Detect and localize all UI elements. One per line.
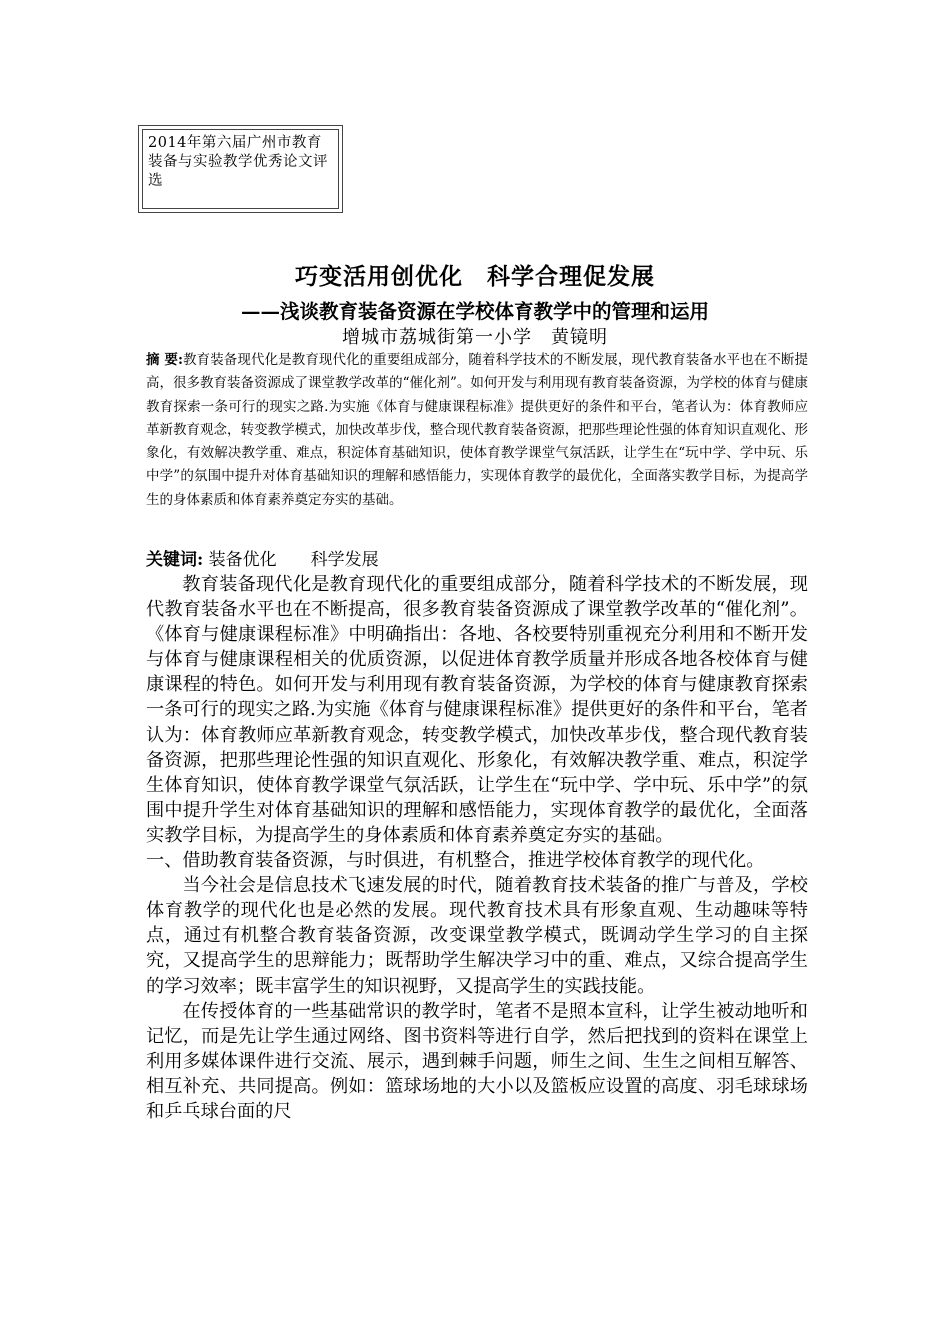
- contest-label-text: 2014年第六届广州市教育装备与实验教学优秀论文评选: [142, 129, 339, 209]
- page-title: 巧变活用创优化 科学合理促发展: [295, 263, 655, 290]
- abstract: [146, 349, 808, 512]
- contest-label-box: [138, 125, 343, 213]
- article-body: [146, 572, 808, 1124]
- abstract-text: 教育装备现代化是教育现代化的重要组成部分，随着科学技术的不断发展，现代教育装备水平也在不断提高，很多教育装备资源成了课堂教学改革的“催化剂”。如何开发与利用现有教育装备资源，为学校的体育与健康教育探索一条可行的现实之路.为实施《体育与健康课程标准》提供更好的条件和平台，笔者认为：体育教师应革新教育观念，转变教学模式，加快改革步伐，整合现代教育装备资源，把那些理论性强的体育知识直观化、形象化，有效解决教学重、难点，积淀体育基础知识，使体育教学课堂气氛活跃，让学生在“玩中学、学中玩、乐中学”的氛围中提升对体育基础知识的理解和感悟能力，实现体育教学的最优化，全面落实教学目标，为提高学生的身体素质和体育素养奠定夯实的基础。: [146, 352, 809, 508]
- author-line: 增城市荔城街第一小学 黄镜明: [342, 327, 608, 348]
- abstract-label: 摘 要:: [146, 352, 183, 368]
- keywords-text: 装备优化 科学发展: [203, 550, 379, 570]
- keywords-label: 关键词:: [146, 550, 204, 570]
- page-subtitle: ——浅谈教育装备资源在学校体育教学中的管理和运用: [240, 300, 709, 323]
- body-paragraph-3: 在传授体育的一些基础常识的教学时，笔者不是照本宣科，让学生被动地听和记忆，而是先让学生通过网络、图书资料等进行自学，然后把找到的资料在课堂上利用多媒体课件进行交流、展示，遇到棘手问题，师生之间、生生之间相互解答、相互补充、共同提高。例如：篮球场地的大小以及篮板应设置的高度、羽毛球球场和乒乓球台面的尺: [146, 1000, 808, 1122]
- section-heading-1: 一、借助教育装备资源，与时俱进，有机整合，推进学校体育教学的现代化。: [146, 850, 765, 872]
- keywords: [146, 548, 808, 572]
- body-paragraph-1: 教育装备现代化是教育现代化的重要组成部分，随着科学技术的不断发展，现代教育装备水平也在不断提高，很多教育装备资源成了课堂教学改革的“催化剂”。《体育与健康课程标准》中明确指出：各地、各校要特别重视充分利用和不断开发与体育与健康课程相关的优质资源，以促进体育教学质量并形成各地各校体育与健康课程的特色。如何开发与利用现有教育装备资源，为学校的体育与健康教育探索一条可行的现实之路.为实施《体育与健康课程标准》提供更好的条件和平台，笔者认为：体育教师应革新教育观念，转变教学模式，加快改革步伐，整合现代教育装备资源，把那些理论性强的知识直观化、形象化，有效解决教学重、难点，积淀学生体育知识，使体育教学课堂气氛活跃，让学生在“玩中学、学中玩、乐中学”的氛围中提升学生对体育基础知识的理解和感悟能力，实现体育教学的最优化，全面落实教学目标，为提高学生的身体素质和体育素养奠定夯实的基础。: [146, 574, 808, 846]
- body-paragraph-2: 当今社会是信息技术飞速发展的时代，随着教育技术装备的推广与普及，学校体育教学的现代化也是必然的发展。现代教育技术具有形象直观、生动趣味等特点，通过有机整合教育装备资源，改变课堂教学模式，既调动学生学习的自主探究，又提高学生的思辩能力；既帮助学生解决学习中的重、难点，又综合提高学生的学习效率；既丰富学生的知识视野，又提高学生的实践技能。: [146, 875, 808, 997]
